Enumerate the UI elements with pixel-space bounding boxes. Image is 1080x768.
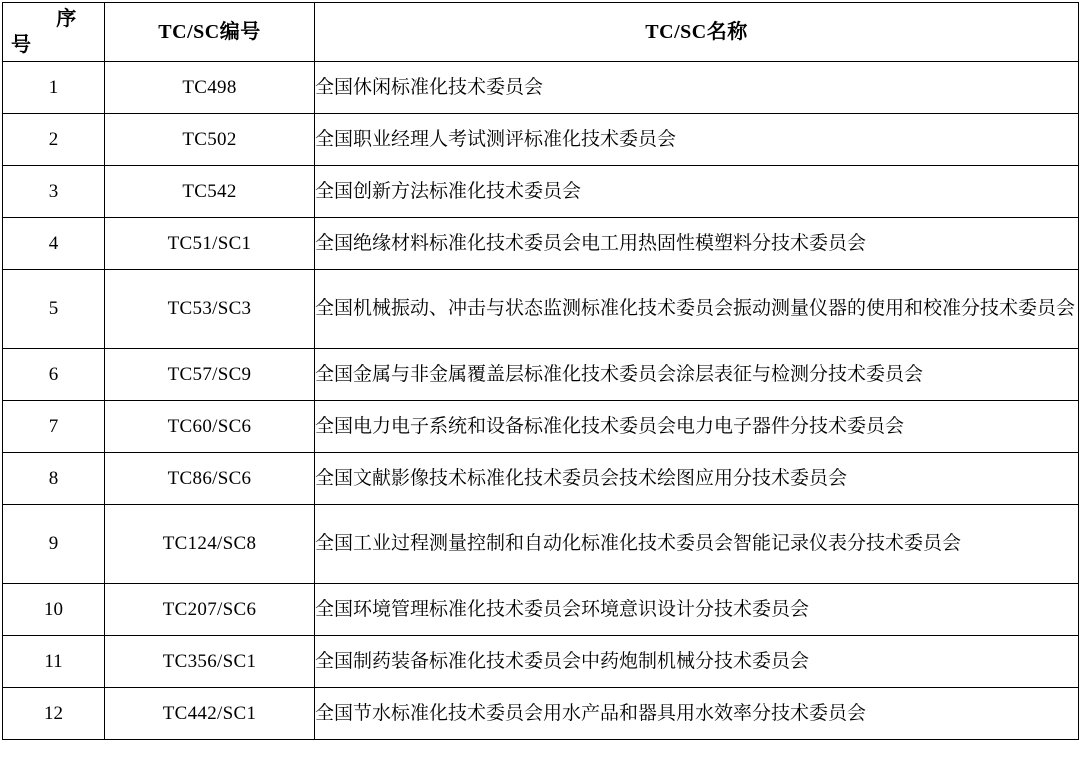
table-row xyxy=(3,505,1079,584)
row-code: TC498 xyxy=(105,62,315,114)
table-row xyxy=(3,62,1079,114)
row-code: TC442/SC1 xyxy=(105,688,315,740)
row-code: TC57/SC9 xyxy=(105,349,315,401)
row-name: 全国金属与非金属覆盖层标准化技术委员会涂层表征与检测分技术委员会 xyxy=(315,349,1079,401)
row-no: 9 xyxy=(3,505,105,584)
row-no: 2 xyxy=(3,114,105,166)
table-row xyxy=(3,453,1079,505)
row-no: 8 xyxy=(3,453,105,505)
table-row xyxy=(3,270,1079,349)
row-no: 7 xyxy=(3,401,105,453)
row-code: TC542 xyxy=(105,166,315,218)
column-header-code: TC/SC编号 xyxy=(105,3,315,62)
row-code: TC502 xyxy=(105,114,315,166)
column-header-name: TC/SC名称 xyxy=(315,3,1079,62)
row-code: TC51/SC1 xyxy=(105,218,315,270)
row-code: TC86/SC6 xyxy=(105,453,315,505)
row-name: 全国机械振动、冲击与状态监测标准化技术委员会振动测量仪器的使用和校准分技术委员会 xyxy=(315,270,1079,349)
table-row xyxy=(3,636,1079,688)
row-no: 4 xyxy=(3,218,105,270)
table-row xyxy=(3,114,1079,166)
row-no: 5 xyxy=(3,270,105,349)
row-name: 全国环境管理标准化技术委员会环境意识设计分技术委员会 xyxy=(315,584,1079,636)
row-name: 全国工业过程测量控制和自动化标准化技术委员会智能记录仪表分技术委员会 xyxy=(315,505,1079,584)
row-name: 全国职业经理人考试测评标准化技术委员会 xyxy=(315,114,1079,166)
row-code: TC60/SC6 xyxy=(105,401,315,453)
table-row xyxy=(3,166,1079,218)
table-row xyxy=(3,349,1079,401)
row-no: 10 xyxy=(3,584,105,636)
row-name: 全国休闲标准化技术委员会 xyxy=(315,62,1079,114)
row-name: 全国绝缘材料标准化技术委员会电工用热固性模塑料分技术委员会 xyxy=(315,218,1079,270)
tc-sc-table xyxy=(2,2,1079,740)
row-name: 全国文献影像技术标准化技术委员会技术绘图应用分技术委员会 xyxy=(315,453,1079,505)
document-page xyxy=(0,2,1080,768)
row-name: 全国电力电子系统和设备标准化技术委员会电力电子器件分技术委员会 xyxy=(315,401,1079,453)
column-header-no xyxy=(3,3,105,62)
table-header-row xyxy=(3,3,1079,62)
row-name: 全国制药装备标准化技术委员会中药炮制机械分技术委员会 xyxy=(315,636,1079,688)
table-row xyxy=(3,688,1079,740)
table-row xyxy=(3,401,1079,453)
table-row xyxy=(3,584,1079,636)
row-no: 12 xyxy=(3,688,105,740)
row-no: 11 xyxy=(3,636,105,688)
row-code: TC53/SC3 xyxy=(105,270,315,349)
row-code: TC124/SC8 xyxy=(105,505,315,584)
column-header-no-line1: 序 xyxy=(56,8,77,30)
row-name: 全国创新方法标准化技术委员会 xyxy=(315,166,1079,218)
row-no: 3 xyxy=(3,166,105,218)
row-no: 1 xyxy=(3,62,105,114)
row-no: 6 xyxy=(3,349,105,401)
row-code: TC356/SC1 xyxy=(105,636,315,688)
row-name: 全国节水标准化技术委员会用水产品和器具用水效率分技术委员会 xyxy=(315,688,1079,740)
column-header-no-line2: 号 xyxy=(11,34,32,56)
row-code: TC207/SC6 xyxy=(105,584,315,636)
table-row xyxy=(3,218,1079,270)
